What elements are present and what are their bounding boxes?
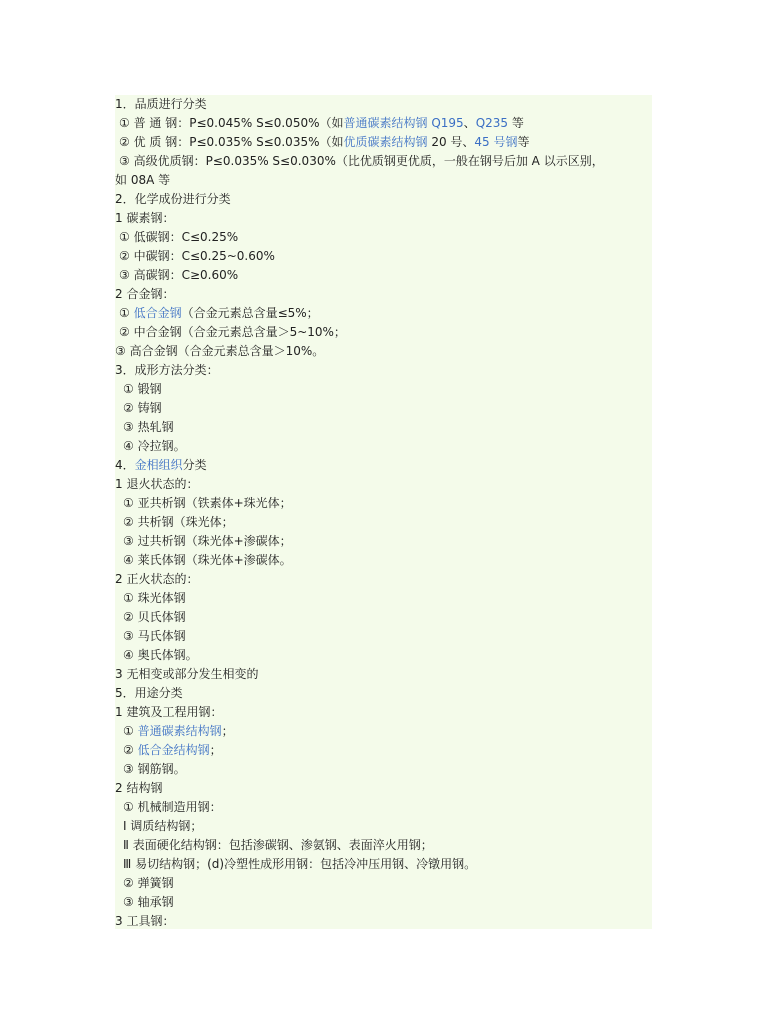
text-line <box>115 475 652 494</box>
text-line <box>115 589 652 608</box>
text-segment: ③ 过共析钢（珠光体+渗碳体； <box>123 534 292 548</box>
text-segment: 等 <box>517 135 530 149</box>
text-line <box>115 133 652 152</box>
text-segment: ③ 高级优质钢：P≤0.035% S≤0.030%（比优质钢更优质，一般在钢号后加 A 以示区别， <box>119 154 604 168</box>
text-line <box>115 532 652 551</box>
text-line <box>115 323 652 342</box>
text-segment: ① 锻钢 <box>123 382 162 396</box>
text-segment: 1．品质进行分类 <box>115 97 207 111</box>
text-segment: Ⅲ 易切结构钢；(d)冷塑性成形用钢：包括冷冲压用钢、冷镦用钢。 <box>123 857 477 871</box>
text-segment: ③ 高合金钢（合金元素总含量＞10%。 <box>115 344 325 358</box>
text-segment: ① 普 通 钢：P≤0.045% S≤0.050%（如 <box>119 116 344 130</box>
text-segment: 1 碳素钢： <box>115 211 175 225</box>
text-segment: ② <box>123 743 138 757</box>
text-segment: ② 中合金钢（合金元素总含量＞5~10%； <box>119 325 346 339</box>
text-segment: 2 结构钢 <box>115 781 163 795</box>
text-segment: ④ 奥氏体钢。 <box>123 648 198 662</box>
text-line <box>115 361 652 380</box>
text-segment: 20 号、 <box>427 135 475 149</box>
text-segment: 4． <box>115 458 135 472</box>
hyperlink[interactable]: 45 号钢 <box>474 135 518 149</box>
text-segment: ① 低碳钢：C≤0.25% <box>119 230 239 244</box>
text-segment: ① <box>123 724 138 738</box>
text-line <box>115 190 652 209</box>
text-segment: Ⅰ 调质结构钢； <box>123 819 203 833</box>
text-line <box>115 285 652 304</box>
text-segment: 5．用途分类 <box>115 686 183 700</box>
text-line <box>115 722 652 741</box>
text-line <box>115 684 652 703</box>
text-segment: 如 08A 等 <box>115 173 171 187</box>
hyperlink[interactable]: 普通碳素结构钢 <box>137 724 222 738</box>
text-segment: 2．化学成份进行分类 <box>115 192 231 206</box>
text-segment: 3．成形方法分类： <box>115 363 219 377</box>
text-segment: 分类 <box>182 458 207 472</box>
text-line <box>115 513 652 532</box>
text-line <box>115 418 652 437</box>
text-segment: 2 合金钢： <box>115 287 175 301</box>
text-segment: ② 弹簧钢 <box>123 876 174 890</box>
text-line <box>115 855 652 874</box>
text-line <box>115 304 652 323</box>
text-segment: ③ 高碳钢：C≥0.60% <box>119 268 239 282</box>
document-content <box>115 95 652 929</box>
text-line <box>115 798 652 817</box>
text-line <box>115 608 652 627</box>
text-segment: ② 铸钢 <box>123 401 162 415</box>
text-line <box>115 399 652 418</box>
hyperlink[interactable]: 低合金结构钢 <box>137 743 210 757</box>
text-line <box>115 342 652 361</box>
text-segment: 3 无相变或部分发生相变的 <box>115 667 259 681</box>
hyperlink[interactable]: 低合金钢 <box>133 306 182 320</box>
text-segment: ② 中碳钢：C≤0.25~0.60% <box>119 249 275 263</box>
text-line <box>115 646 652 665</box>
text-segment: 等 <box>508 116 524 130</box>
text-segment: ③ 热轧钢 <box>123 420 174 434</box>
text-segment: ③ 钢筋钢。 <box>123 762 186 776</box>
text-segment: ② 贝氏体钢 <box>123 610 186 624</box>
text-line <box>115 874 652 893</box>
text-segment: ； <box>221 724 234 738</box>
text-segment: ① 珠光体钢 <box>123 591 186 605</box>
text-segment: ③ 马氏体钢 <box>123 629 186 643</box>
text-line <box>115 836 652 855</box>
text-line <box>115 437 652 456</box>
text-line <box>115 247 652 266</box>
text-line <box>115 228 652 247</box>
text-segment: ② 共析钢（珠光体； <box>123 515 234 529</box>
text-segment: 3 工具钢： <box>115 914 175 928</box>
text-line <box>115 95 652 114</box>
text-line <box>115 114 652 133</box>
text-segment: ③ 轴承钢 <box>123 895 174 909</box>
text-segment: Ⅱ 表面硬化结构钢：包括渗碳钢、渗氨钢、表面淬火用钢； <box>123 838 433 852</box>
text-line <box>115 703 652 722</box>
text-line <box>115 266 652 285</box>
text-line <box>115 760 652 779</box>
text-line <box>115 171 652 190</box>
hyperlink[interactable]: 金相组织 <box>134 458 183 472</box>
text-line <box>115 380 652 399</box>
text-segment: ④ 莱氏体钢（珠光体+渗碳体。 <box>123 553 292 567</box>
text-segment: ① <box>119 306 134 320</box>
text-line <box>115 912 652 931</box>
text-line <box>115 893 652 912</box>
text-segment: ② 优 质 钢：P≤0.035% S≤0.035%（如 <box>119 135 344 149</box>
text-segment: ； <box>209 743 222 757</box>
text-line <box>115 665 652 684</box>
hyperlink[interactable]: 优质碳素结构钢 <box>343 135 428 149</box>
text-line <box>115 817 652 836</box>
text-segment: 2 正火状态的： <box>115 572 199 586</box>
text-line <box>115 627 652 646</box>
text-segment: 、 <box>463 116 476 130</box>
text-line <box>115 456 652 475</box>
text-segment: 1 建筑及工程用钢： <box>115 705 223 719</box>
text-line <box>115 551 652 570</box>
text-segment: （合金元素总含量≤5%； <box>181 306 319 320</box>
text-segment: ④ 冷拉钢。 <box>123 439 186 453</box>
text-line <box>115 570 652 589</box>
text-segment: 1 退火状态的： <box>115 477 199 491</box>
text-line <box>115 209 652 228</box>
text-segment: ① 机械制造用钢： <box>123 800 222 814</box>
text-line <box>115 494 652 513</box>
hyperlink[interactable]: 普通碳素结构钢 Q195 <box>343 116 464 130</box>
text-segment: ① 亚共析钢（铁素体+珠光体； <box>123 496 292 510</box>
hyperlink[interactable]: Q235 <box>475 116 509 130</box>
text-line <box>115 779 652 798</box>
text-line <box>115 152 652 171</box>
text-line <box>115 741 652 760</box>
